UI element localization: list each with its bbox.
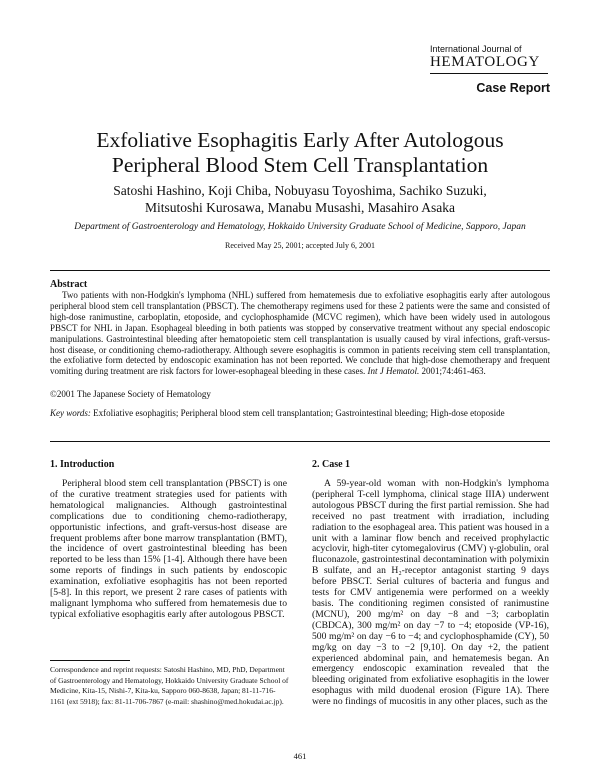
journal-rule [430,73,548,74]
correspondence-footnote: Correspondence and reprint requests: Satoshi Hashino, MD, PhD, Department of Gastroenterology and Hematology, Hokkaido University Graduate School of Medicine, Kita-15, Nishi-7, Kita-ku, Sapporo 060-8638, Japan; 81-11-716-1161 (ext 5918); fax: 81-11-706-7867 (e-mail: shashino@med.hokudai.ac.jp). [50,665,289,706]
keywords-label: Key words: [50,408,91,418]
keywords-text: Exfoliative esophagitis; Peripheral blood stem cell transplantation; Gastrointestinal bleeding; High-dose etoposide [90,408,505,418]
report-type: Case Report [476,81,550,95]
journal-name-hematology: HEMATOLOGY [430,54,540,70]
copyright: ©2001 The Japanese Society of Hematology [50,389,211,399]
introduction-body: Peripheral blood stem cell transplantation (PBSCT) is one of the curative treatment strategies used for patients with hematological malignancies. Although gastrointestinal complications due to conditioning chemo-radiotherapy, opportunistic infections, and graft-versus-host disease are frequent problems after bone marrow transplantation (BMT), the incidence of overt gastrointestinal bleeding has been reported to be less than 15% [1-4]. Although there have been some reports of findings in such patients by endoscopic examination, exfoliative esophagitis has not been reported [5-8]. In this report, we present 2 rare cases of patients with malignant lymphoma who suffered from hematemesis due to typical exfoliative esophagitis early after autologous PBSCT. [50,478,287,620]
title-line-2: Peripheral Blood Stem Cell Transplantation [111,153,489,177]
abstract-citation-journal: Int J Hematol. [367,366,420,377]
page-number: 461 [293,751,307,761]
footnote-rule [50,660,130,661]
title-line-1: Exfoliative Esophagitis Early After Autologous [96,128,504,152]
abstract-top-rule [50,270,550,271]
abstract-citation: 2001;74:461-463. [419,366,486,377]
case1-heading: 2. Case 1 [312,459,351,470]
author-list [0,182,600,216]
abstract-heading: Abstract [50,279,88,290]
keywords [50,408,550,419]
abstract-body [50,290,550,377]
abstract-bottom-rule [50,441,550,442]
authors-line-2: Mitsutoshi Kurosawa, Manabu Musashi, Masahiro Asaka [144,200,456,215]
article-title [0,128,600,178]
received-dates: Received May 25, 2001; accepted July 6, 2001 [225,241,375,250]
affiliation: Department of Gastroenterology and Hematology, Hokkaido University Graduate School of Medicine, Sapporo, Japan [74,222,526,232]
introduction-heading: 1. Introduction [50,459,115,470]
journal-name-line1: International Journal of [430,44,522,54]
case1-body: A 59-year-old woman with non-Hodgkin's lymphoma (peripheral T-cell lymphoma, clinical stage IIIA) underwent autologous PBSCT during the first partial remission. She had received no past treatment with irradiation, including radiation to the esophageal area. This patient was housed in a unit with a laminar flow bench and received prophylactic acyclovir, high-titer cytomegalovirus (CMV) γ-globulin, oral fluconazole, gastrointestinal decontamination with polymixin B sulfate, and an H₂-receptor antagonist starting 9 days before PBSCT. Serial cultures of bacteria and fungus and tests for CMV antigenemia were performed on a weekly basis. The conditioning regimen consisted of ranimustine (MCNU), 200 mg/m² on day −8 and −3; carboplatin (CBDCA), 300 mg/m² on day −7 to −4; etoposide (VP-16), 500 mg/m² on day −6 to −4; and cyclophosphamide (CY), 50 mg/kg on day −3 to −2 [9,10]. On day +2, the patient experienced abdominal pain, and hematemesis began. An emergency endoscopic examination revealed that the bleeding originated from exfoliative esophagitis in the lower esophagus with mild duodenal erosion (Figure 1A). There were no findings of mucositis in any other places, such as the [312,478,549,708]
abstract-text: Two patients with non-Hodgkin's lymphoma (NHL) suffered from hematemesis due to exfoliative esophagitis early after autologous peripheral blood stem cell transplantation (PBSCT). The chemotherapy regimens used for these 2 patients were the same and consisted of high-dose ranimustine, carboplatin, etoposide, and cyclophosphamide (MCVC regimen), which have been widely used in autologous PBSCT for NHL in Japan. Esophageal bleeding in both patients was stopped by conservative treatment without any special endoscopic manipulations. Gastrointestinal bleeding after hematopoietic stem cell transplantation is usually caused by viral infections, graft-versus-host disease, or conditioning chemo-radiotherapy. Although severe esophagitis is common in patients receiving stem cell transplantation, the exfoliative form detected by endoscopic examination has not been reported. We conclude that high-dose chemotherapy and frequent vomiting during treatment are risk factors for lower-esophageal bleeding in these cases. [50,290,550,377]
authors-line-1: Satoshi Hashino, Koji Chiba, Nobuyasu Toyoshima, Sachiko Suzuki, [113,183,487,198]
